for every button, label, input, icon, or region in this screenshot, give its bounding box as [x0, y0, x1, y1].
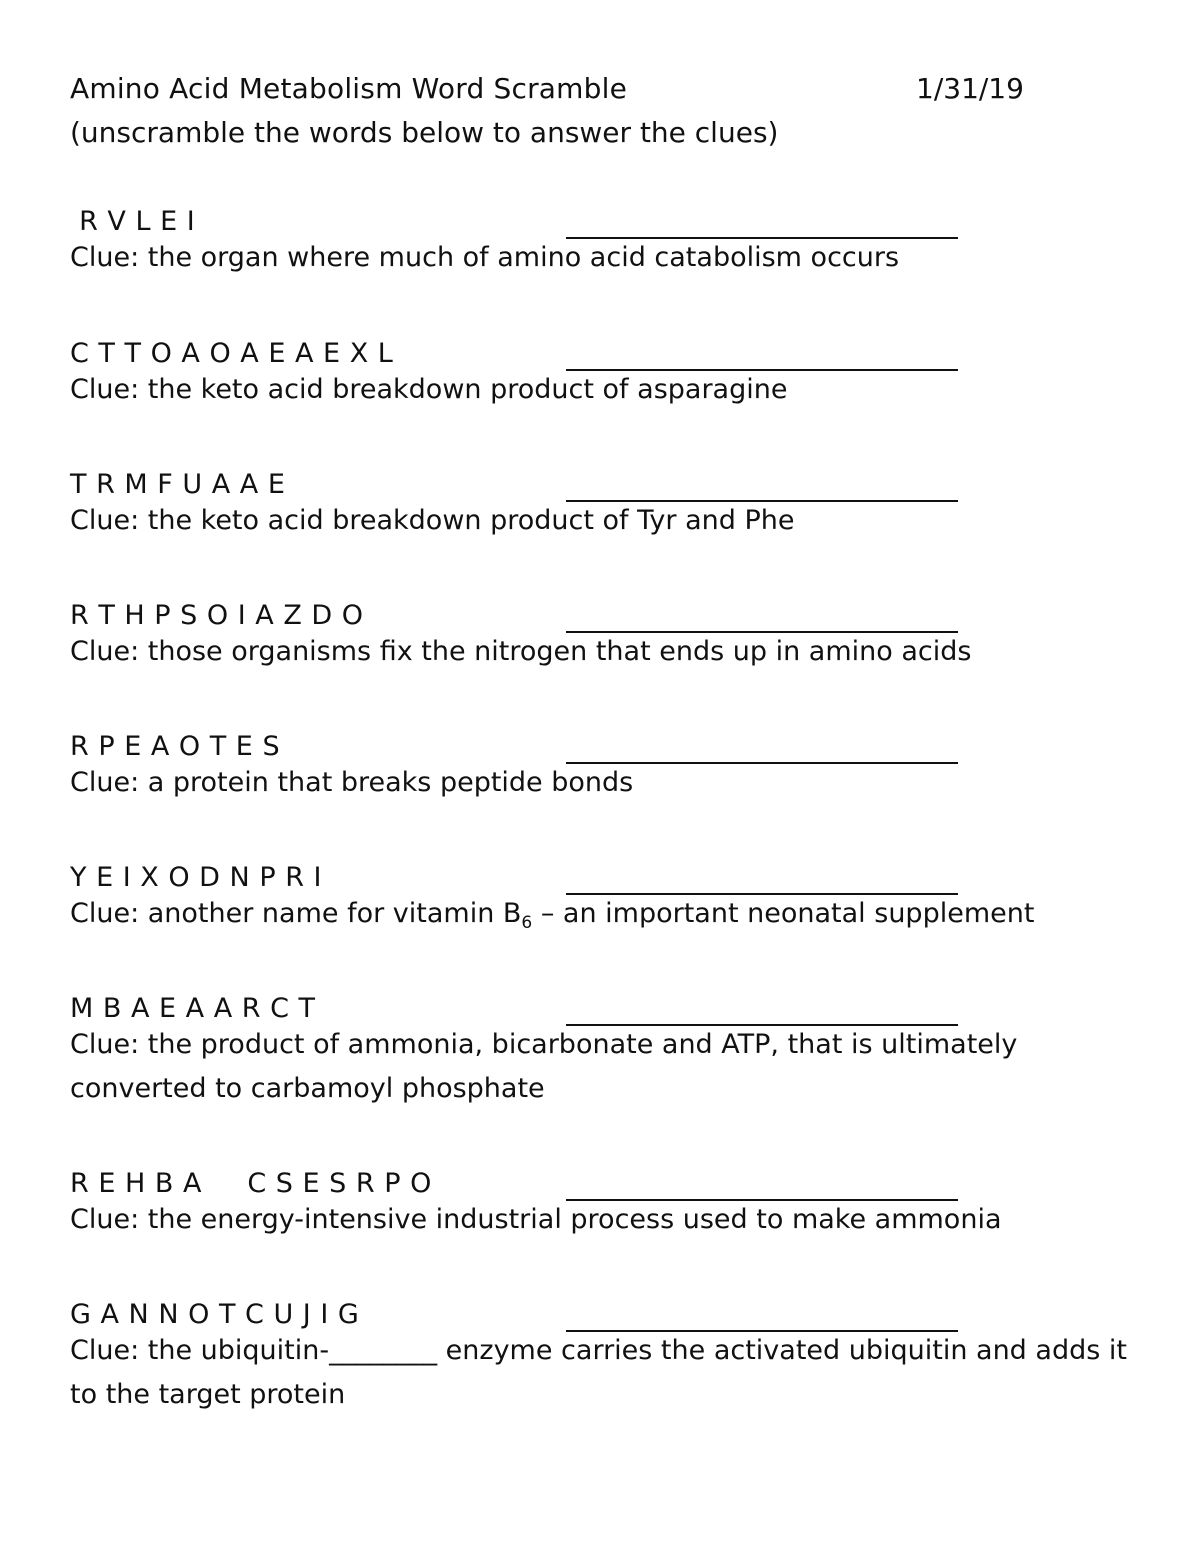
worksheet-date: 1/31/19	[916, 72, 1024, 105]
scrambled-word: R T H P S O I A Z D O	[70, 600, 364, 631]
clue-text-start: Clue: another name for vitamin B	[70, 898, 522, 929]
clue-text: Clue: the energy-intensive industrial process used to make ammonia	[70, 1204, 1002, 1235]
clue-text: Clue: those organisms fix the nitrogen that ends up in amino acids	[70, 636, 972, 667]
clue-text	[70, 892, 1130, 939]
scrambled-word: G A N N O T C U J I G	[70, 1299, 360, 1330]
scrambled-word: T R M F U A A E	[70, 469, 286, 500]
clue-text: Clue: the keto acid breakdown product of Tyr and Phe	[70, 505, 795, 536]
instructions: (unscramble the words below to answer the clues)	[70, 116, 779, 149]
scrambled-word: M B A E A A R C T	[70, 993, 316, 1024]
clue-text: Clue: the keto acid breakdown product of asparagine	[70, 374, 788, 405]
subscript: 6	[521, 913, 533, 933]
clue-text-end: – an important neonatal supplement	[532, 898, 1035, 929]
clue-text: Clue: a protein that breaks peptide bonds	[70, 767, 634, 798]
clue-text: Clue: the ubiquitin-________ enzyme carries the activated ubiquitin and adds it to the target protein	[70, 1335, 1127, 1410]
page-title: Amino Acid Metabolism Word Scramble	[70, 72, 628, 105]
clue-text: Clue: the organ where much of amino acid catabolism occurs	[70, 242, 900, 273]
scrambled-word: C T T O A O A E A E X L	[70, 338, 394, 369]
scrambled-word: R V L E I	[70, 206, 196, 237]
scrambled-word: R E H B A C S E S R P O	[70, 1168, 432, 1199]
clue-text: Clue: the product of ammonia, bicarbonate and ATP, that is ultimately converted to carbamoyl phosphate	[70, 1029, 1018, 1104]
scrambled-word: R P E A O T E S	[70, 731, 281, 762]
scrambled-word: Y E I X O D N P R I	[70, 862, 322, 893]
